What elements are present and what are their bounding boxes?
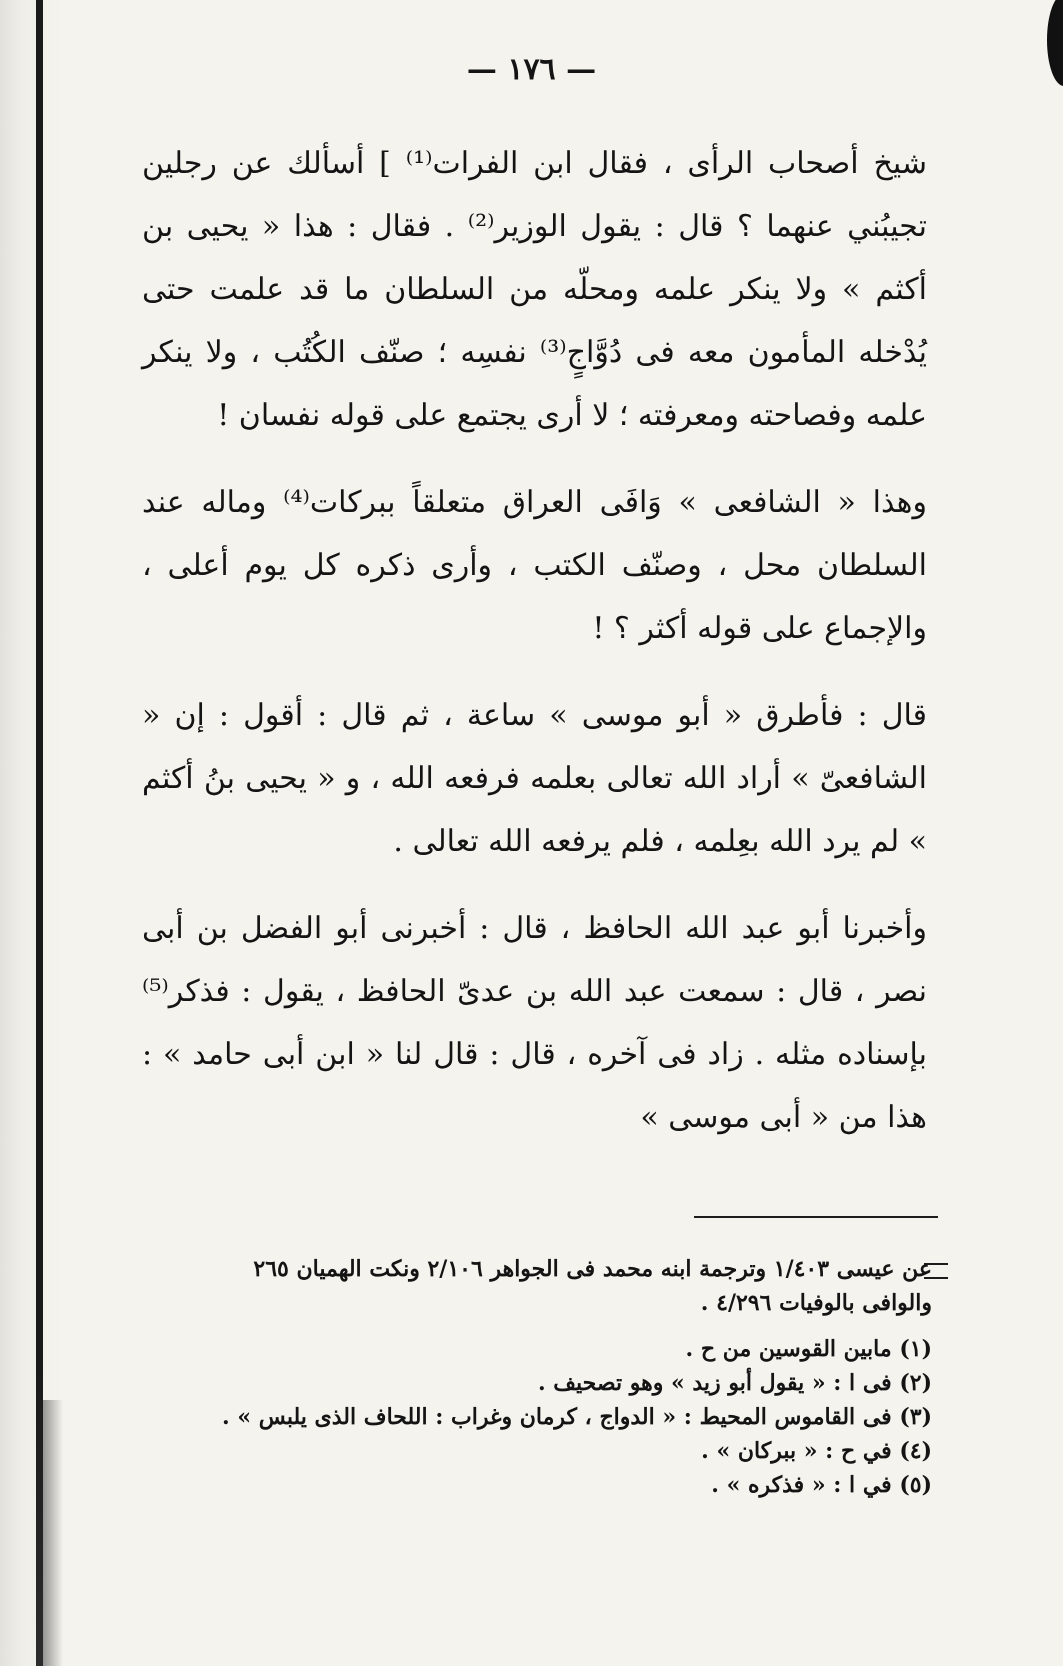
binding-shadow [43,1400,63,1666]
footnote-continuation-line: والوافى بالوفيات ٤/٢٩٦ . [700,1290,932,1316]
footnote-separator [694,1216,938,1218]
binding-edge [36,0,43,1666]
paragraph: شيخ أصحاب الرأى ، فقال ابن الفرات⁽¹⁾ ] أسألك عن رجلين تجيبُني عنهما ؟ قال : يقول الوزير⁽²⁾ . فقال : هذا « يحيى بن أكثم » ولا ينكر علمه ومحلّه من السلطان ما قد علمت حتى يُدْخله المأمون معه فى دُوَّاجٍ⁽³⁾ نفسِه ؛ صنّف الكُتُب ، ولا ينكر علمه وفصاحته ومعرفته ؛ لا أرى يجتمع على قوله نفسان ! [142,146,928,433]
main-text [142,132,927,1149]
page-number: — ١٧٦ — [466,52,597,87]
footnote-2: (٢) فى ا : « يقول أبو زيد » وهو تصحيف . [537,1370,932,1396]
footnote-5: (٥) في ا : « فذكره » . [711,1472,932,1498]
footnotes [142,1252,932,1502]
paragraph: وأخبرنا أبو عبد الله الحافظ ، قال : أخبرنى أبو الفضل بن أبى نصر ، قال : سمعت عبد الله بن عدىّ الحافظ ، يقول : فذكر⁽⁵⁾ بإسناده مثله . زاد فى آخره ، قال : قال لنا « ابن أبى حامد » : هذا من « أبى موسى » [142,911,927,1135]
footnote-gap [142,1320,932,1332]
paragraph: وهذا « الشافعى » وَافَى العراق متعلقاً ببركات⁽⁴⁾ وماله عند السلطان محل ، وصنّف الكتب ، وأرى ذكره كل يوم أعلى ، والإجماع على قوله أكثر ؟ ! [142,485,927,646]
footnote-1: (١) مابين القوسين من ح . [685,1336,932,1362]
footnote-continuation-line: عن عيسى ١/٤٠٣ وترجمة ابنه محمد فى الجواهر ٢/١٠٦ ونكت الهميان ٢٦٥ [253,1256,932,1282]
footnote-3: (٣) فى القاموس المحيط : « الدواج ، كرمان وغراب : اللحاف الذى يلبس » . [222,1404,932,1430]
paragraph: قال : فأطرق « أبو موسى » ساعة ، ثم قال : أقول : إن « الشافعىّ » أراد الله تعالى بعلمه فرفعه الله ، و « يحيى بنُ أكثم » لم يرد الله بعِلمه ، فلم يرفعه الله تعالى . [142,698,927,859]
footnote-4: (٤) في ح : « ببركان » . [701,1438,932,1464]
